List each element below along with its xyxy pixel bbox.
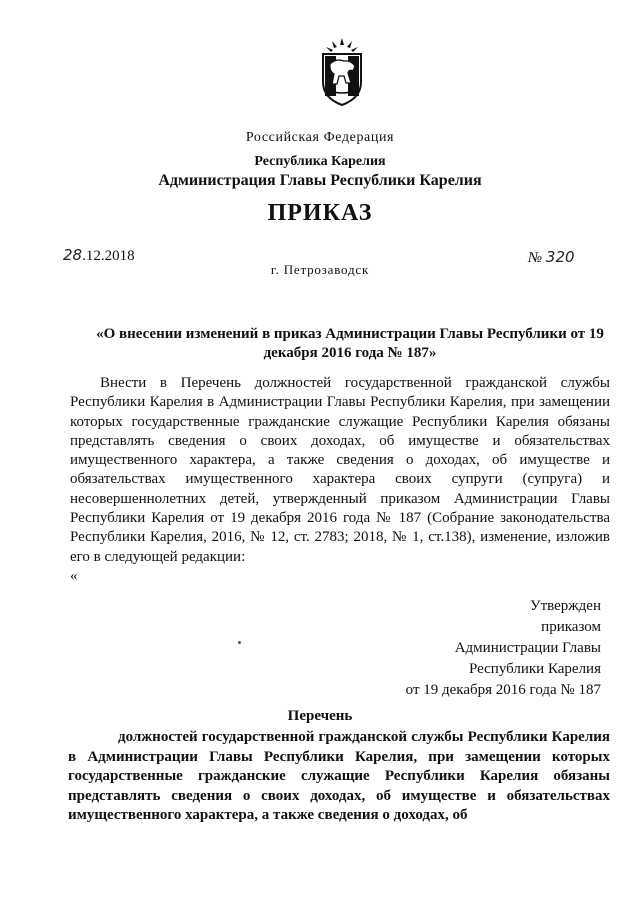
date-rest: .12.2018 xyxy=(82,248,135,264)
document-type: ПРИКАЗ xyxy=(267,200,373,226)
scan-speck xyxy=(238,641,241,644)
federation-title: Российская Федерация xyxy=(245,130,395,145)
coat-of-arms-icon xyxy=(318,38,366,106)
number-sign: № xyxy=(528,250,543,266)
administration-title: Администрация Главы Республики Карелия xyxy=(158,172,482,189)
date-day-handwritten: 28 xyxy=(63,246,83,264)
republic-title: Республика Карелия xyxy=(254,154,386,169)
approved-line-4: Республики Карелия xyxy=(468,661,601,677)
city: г. Петрозаводск xyxy=(270,262,370,277)
approved-line-2: приказом xyxy=(541,619,601,635)
list-title: Перечень xyxy=(287,708,353,724)
number-handwritten: 320 xyxy=(545,248,575,266)
approved-line-5: от 19 декабря 2016 года № 187 xyxy=(405,682,601,698)
approved-line-1: Утвержден xyxy=(529,598,601,614)
approved-line-3: Администрации Главы xyxy=(454,640,601,656)
list-paragraph: должностей государственной гражданской службы Республики Карелия в Администрации Главы Республики Карелия, при замещении которых государственные гражданские служащие Республики Карелия обязаны представлять сведения о своих доходах, об имуществе и обязательствах имущественного характера, а также сведения о доходах, об xyxy=(68,729,610,823)
list-description xyxy=(68,728,610,826)
approval-block xyxy=(300,596,601,701)
order-body xyxy=(70,374,610,567)
quote-open: « xyxy=(70,568,78,584)
body-paragraph: Внести в Перечень должностей государственной гражданской службы Республики Карелия в Администрации Главы Республики Карелия, при замещении которых государственные гражданские служащие Республики Карелия обязаны представлять сведения о своих доходах, об имуществе и обязательствах имущественного характера, а также сведения о доходах, об имуществе и обязательствах имущественного характера своих супруги (супруга) и несовершеннолетних детей, утвержденный приказом Администрации Главы Республики Карелия от 19 декабря 2016 года № 187 (Собрание законодательства Республики Карелия, 2016, № 12, ст. 2783; 2018, № 1, ст.138), изменение, изложив его в следующей редакции: xyxy=(70,375,610,565)
order-subject: «О внесении изменений в приказ Администрации Главы Республики от 19 декабря 2016 года № 187» xyxy=(96,326,604,361)
